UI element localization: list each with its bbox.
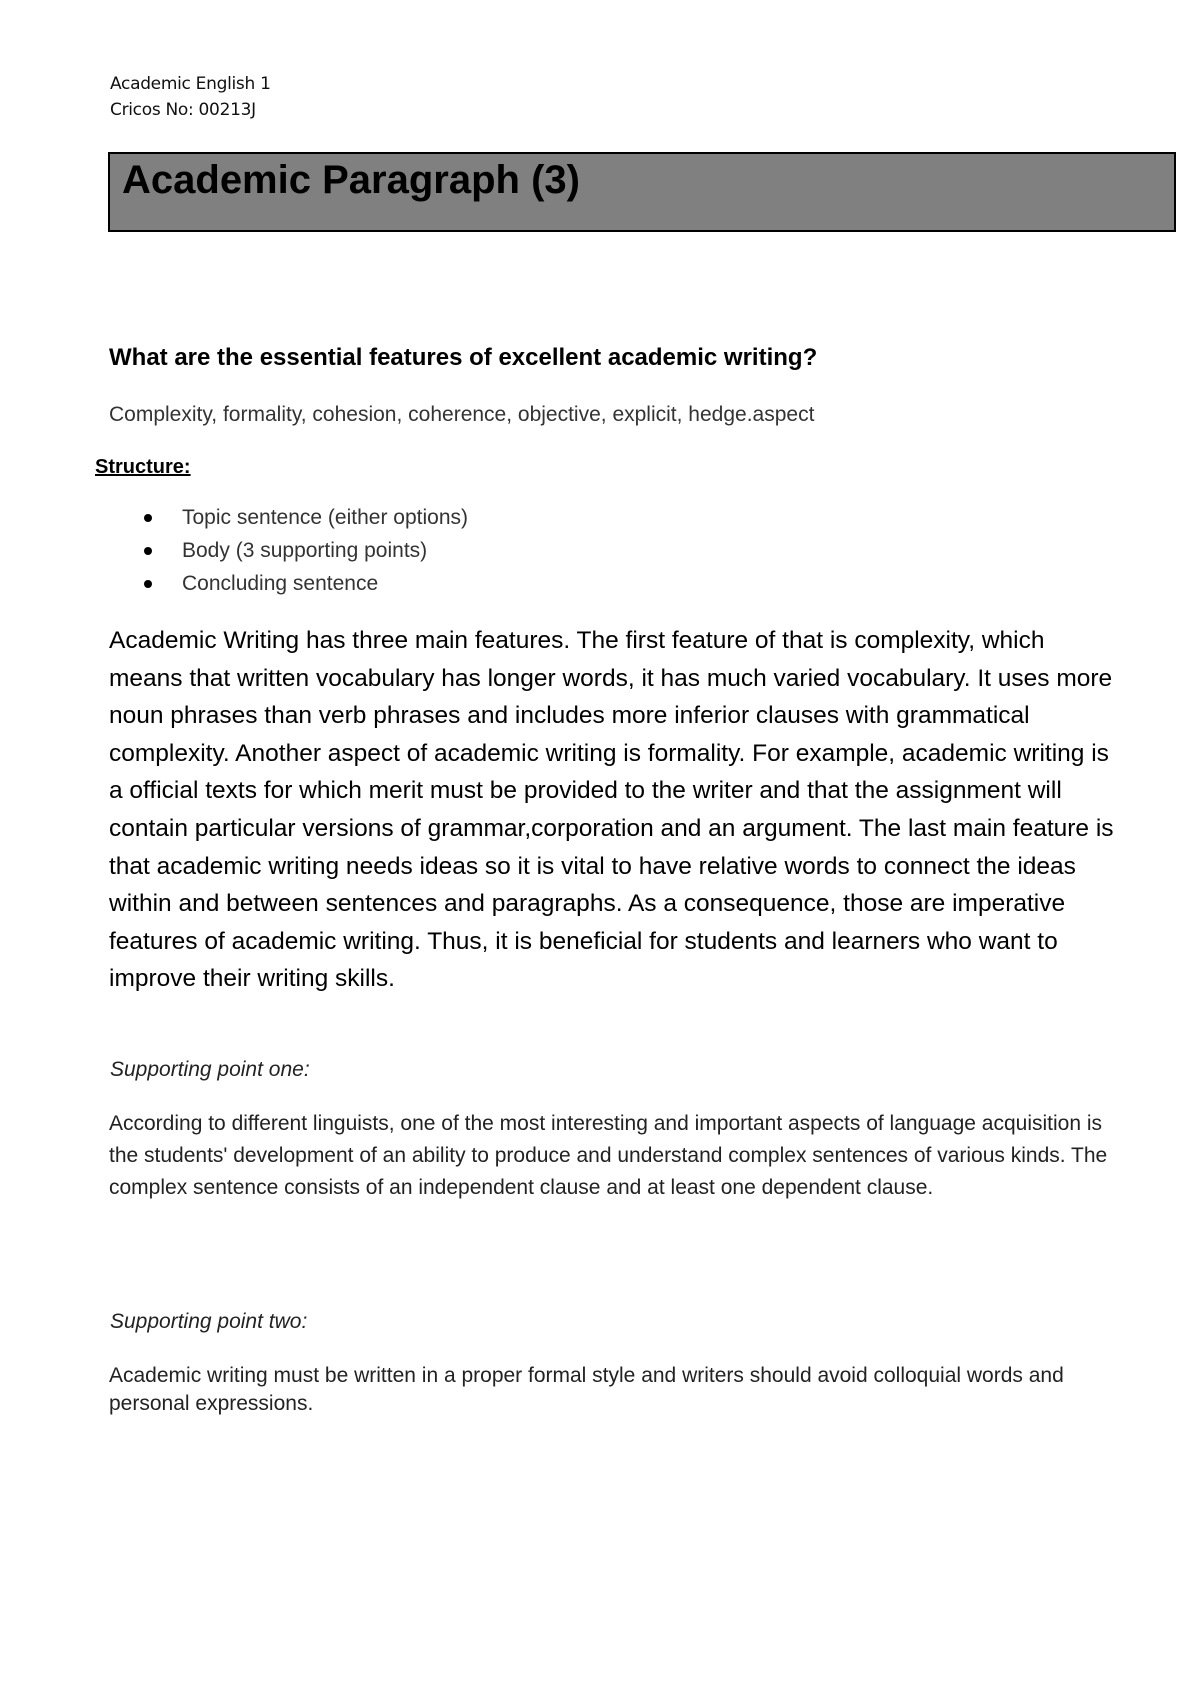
supporting-point-two-label: Supporting point two:	[110, 1310, 308, 1333]
list-item-text: Topic sentence (either options)	[182, 506, 468, 529]
list-item	[134, 505, 468, 538]
structure-list	[134, 505, 468, 604]
structure-heading: Structure:	[95, 456, 191, 478]
list-item-text: Body (3 supporting points)	[182, 539, 428, 562]
list-item	[134, 538, 468, 571]
title-banner	[108, 152, 1176, 232]
supporting-point-two-text: Academic writing must be written in a proper formal style and writers should avoid colloquial words and personal expressions.	[109, 1364, 1064, 1415]
page-title: Academic Paragraph (3)	[122, 158, 580, 202]
bullet-icon	[144, 547, 152, 555]
bullet-icon	[144, 580, 152, 588]
supporting-point-one-label: Supporting point one:	[110, 1058, 310, 1081]
course-name: Academic English 1	[110, 74, 271, 94]
bullet-icon	[144, 514, 152, 522]
cricos-number: Cricos No: 00213J	[110, 100, 256, 120]
supporting-point-one-text: According to different linguists, one of the most interesting and important aspects of language acquisition is the students' development of an ability to produce and understand complex sentences of various kinds. The complex sentence consists of an independent clause and at least one dependent clause.	[109, 1112, 1108, 1199]
main-paragraph: Academic Writing has three main features. The first feature of that is complexity, which means that written vocabulary has longer words, it has much varied vocabulary. It uses more noun phrases than verb phrases and includes more inferior clauses with grammatical complexity. Another aspect of academic writing is formality. For example, academic writing is a official texts for which merit must be provided to the writer and that the assignment will contain particular versions of grammar,corporation and an argument. The last main feature is that academic writing needs ideas so it is vital to have relative words to connect the ideas within and between sentences and paragraphs. As a consequence, those are imperative features of academic writing. Thus, it is beneficial for students and learners who want to improve their writing skills.	[109, 627, 1114, 993]
question-heading: What are the essential features of excellent academic writing?	[109, 344, 818, 371]
list-item	[134, 571, 468, 604]
list-item-text: Concluding sentence	[182, 572, 379, 595]
features-line: Complexity, formality, cohesion, coherence, objective, explicit, hedge.aspect	[109, 403, 815, 426]
